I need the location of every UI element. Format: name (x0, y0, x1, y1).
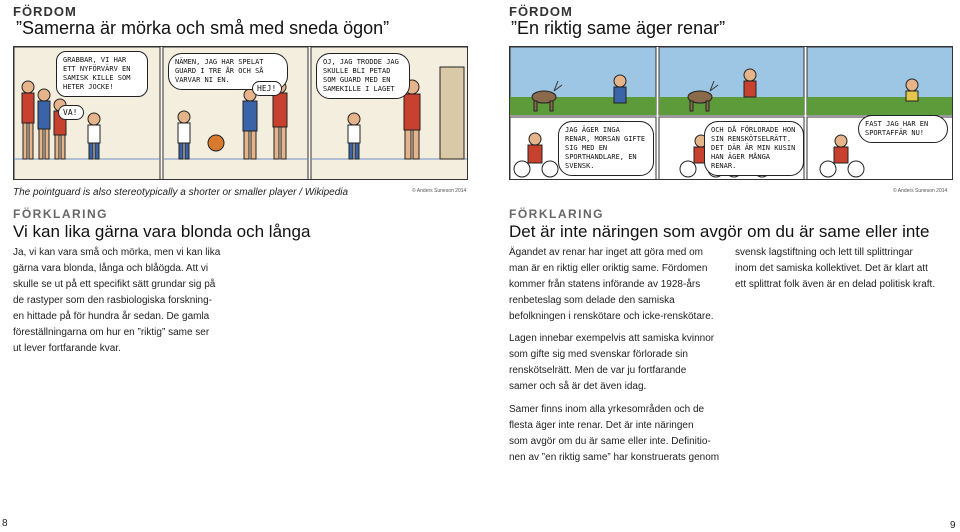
speech-bubble-va: VA! (58, 105, 84, 120)
body-line: Lagen innebar exempelvis att samiska kvinnor (509, 333, 715, 344)
forklaring-label-right: FÖRKLARING (509, 207, 604, 221)
prejudice-title-right: ”En riktig same äger renar” (511, 18, 726, 38)
page-number-left: 8 (2, 518, 8, 529)
body-line: renskötselrätt. Men de var ju fortfarande (509, 365, 687, 376)
body-line: som avgör om du är same eller inte. Definitio- (509, 436, 711, 447)
body-line: man är en riktig eller oriktig same. Fördomen (509, 263, 708, 274)
copyright-right: © Anders Suneson 2014 (893, 188, 948, 194)
speech-bubble-coach: GRABBAR, VI HAR ETT NYFÖRVÄRV EN SAMISK KILLE SOM HETER JOCKE! (56, 51, 148, 97)
body-line: inom det samiska kollektivet. Det är klart att (735, 263, 928, 274)
body-line: samer och så är det även idag. (509, 381, 647, 392)
body-line: Ägandet av renar har inget att göra med om (509, 247, 704, 258)
comic-strip-left (13, 46, 468, 180)
explanation-col1-p2 (509, 331, 729, 395)
explanation-col1-p3 (509, 402, 729, 466)
body-line: nen av ”en riktig same” har konstruerats genom (509, 452, 720, 463)
body-line: befolkningen i renskötare och icke-renskötare. (509, 311, 714, 322)
body-line: ut lever fortfarande kvar. (13, 343, 121, 354)
explanation-col2 (735, 245, 957, 293)
page-number-right: 9 (950, 520, 956, 531)
body-line: skulle se ut på ett specifikt sätt grundar sig på (13, 279, 216, 290)
speech-bubble-guard: NÄMEN, JAG HAR SPELAT GUARD I TRE ÅR OCH SÅ VARVAR NI EN. (168, 53, 288, 90)
body-line: ett splittrat folk även är en delad politisk kraft. (735, 279, 936, 290)
body-line: Samer finns inom alla yrkesområden och de (509, 404, 705, 415)
body-line: kommer från statens införande av 1928-års (509, 279, 701, 290)
body-line: de rastyper som den rasbiologiska forskning- (13, 295, 212, 306)
explanation-col1-p1 (509, 245, 729, 325)
copyright-left: © Anders Suneson 2014 (412, 188, 467, 194)
body-line: en hittade på för hundra år sedan. De gamla (13, 311, 210, 322)
forklaring-label-left: FÖRKLARING (13, 207, 108, 221)
body-line: svensk lagstiftning och lett till splittringar (735, 247, 913, 258)
explanation-heading-right: Det är inte näringen som avgör om du är same eller inte (509, 222, 930, 241)
right-page (480, 0, 960, 532)
speech-bubble-surprise: OJ, JAG TRODDE JAG SKULLE BLI PETAD SOM GUARD MED EN SAMEKILLE I LAGET (316, 53, 410, 99)
body-line: renbeteslag som delade den samiska (509, 295, 675, 306)
prejudice-title-left: ”Samerna är mörka och små med sneda ögon” (16, 18, 390, 38)
speech-bubble-no-reindeer: JAG ÄGER INGA RENAR, MORSAN GIFTE SIG MED EN SPORTHANDLARE, EN SVENSK. (558, 121, 654, 176)
speech-bubble-cousin: OCH DÅ FÖRLORADE HON SIN RENSKÖTSELRÄTT. DET DÄR ÄR MIN KUSIN HAN ÄGER MÅNGA RENAR. (704, 121, 804, 176)
body-line: gärna vara blonda, långa och blåögda. Att vi (13, 263, 209, 274)
explanation-body-left (13, 245, 243, 357)
image-caption: The pointguard is also stereotypically a shorter or smaller player / Wikipedia (13, 187, 349, 198)
speech-bubble-sport-shop: FAST JAG HAR EN SPORTAFFÄR NU! (858, 115, 948, 143)
body-line: föreställningarna om hur en ”riktig” same ser (13, 327, 210, 338)
body-line: Ja, vi kan vara små och mörka, men vi kan lika (13, 247, 221, 258)
fordom-label-right: FÖRDOM (509, 4, 573, 19)
fordom-label-left: FÖRDOM (13, 4, 77, 19)
body-line: som gifte sig med svenskar förlorade sin (509, 349, 688, 360)
explanation-heading-left: Vi kan lika gärna vara blonda och långa (13, 222, 311, 241)
body-line: flesta äger inte renar. Det är inte näringen (509, 420, 694, 431)
comic-strip-right (509, 46, 953, 180)
speech-bubble-hej: HEJ! (252, 81, 282, 96)
